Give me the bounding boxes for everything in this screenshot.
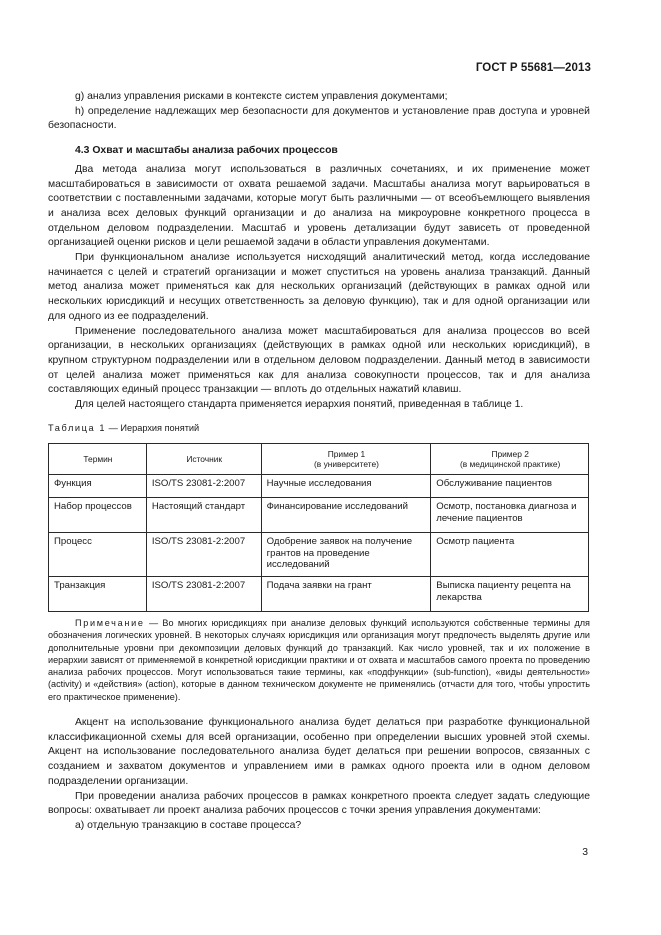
header-example-2: Пример 2 (в медицинской практике) [431,444,589,475]
paragraph-sequential-analysis: Применение последовательного анализа может масштабироваться для анализа процессов во всей организации, в нескольких организациях (действующих в рамках одной или нескольких юрисдикций), в крупном структурном подразделении или в отдельном деловом подразделении. Данный метод в зависимости от целей анализа может применяться как для анализа совокупности процессов, так и для анализа составляющих единый процесс транзакции — вплоть до отдельных нажатий клавиш. [48,325,590,396]
table-row [49,498,589,533]
hierarchy-table [48,443,589,612]
note-text: — Во многих юрисдикциях при анализе деловых функций используются собственные термины для обозначения логических уровней. В некоторых случаях юрисдикция или организация могут предпочесть выделять другие или дополнительные уровни при декомпозиции деловых функций до транзакций. Как число уровней, так и их положение в иерархии зависят от применяемой в конкретной юрисдикции практики и от охвата и масштабов самого проекта по проведению анализа рабочих процессов. Могут использоваться такие термины, как «подфункции» (sub-function), «виды деятельности» (activity) и «действия» (action), которые в данном техническом документе не применялись (отчасти для того, чтобы упростить его практическое применение). [48,618,590,702]
header-example-1: Пример 1 (в университете) [261,444,431,475]
upper-text-block [48,90,590,413]
cell-example-2: Осмотр пациента [431,533,589,577]
table-row [49,533,589,577]
paragraph-project-questions: При проведении анализа рабочих процессов в рамках конкретного проекта следует задать следующие вопросы: охватывает ли проект анализа рабочих процессов с точки зрения управления документами: [48,790,590,817]
header-source: Источник [146,444,261,475]
table-caption-title: — Иерархия понятий [106,423,200,433]
lower-text-block [48,716,590,834]
cell-example-2: Осмотр, постановка диагноза и лечение пациентов [431,498,589,533]
table-header-row [49,444,589,475]
section-title: 4.3 Охват и масштабы анализа рабочих процессов [75,145,338,157]
standard-header: ГОСТ Р 55681—2013 [475,62,591,74]
table-row [49,577,589,612]
cell-term: Набор процессов [49,498,147,533]
cell-term: Транзакция [49,577,147,612]
table-caption [48,423,199,433]
list-item-g: g) анализ управления рисками в контексте систем управления документами; [75,91,448,102]
list-item-a: a) отдельную транзакцию в составе процесса? [75,819,302,831]
page-number: 3 [582,847,588,858]
cell-source: ISO/TS 23081-2:2007 [146,475,261,498]
cell-term: Функция [49,475,147,498]
table-note [48,617,590,703]
note-label: Примечание [75,618,145,628]
list-item-h: h) определение надлежащих мер безопасности для документов и установление прав доступа и уровней безопасности. [48,105,590,132]
table-row [49,475,589,498]
cell-example-1: Финансирование исследований [261,498,431,533]
cell-example-1: Научные исследования [261,475,431,498]
cell-term: Процесс [49,533,147,577]
cell-example-1: Подача заявки на грант [261,577,431,612]
table-caption-prefix: Таблица 1 [48,423,107,433]
cell-source: ISO/TS 23081-2:2007 [146,533,261,577]
cell-example-1: Одобрение заявок на получение грантов на проведение исследований [261,533,431,577]
paragraph-scope: Два метода анализа могут использоваться в различных сочетаниях, и их применение может масштабироваться в зависимости от охвата решаемой задачи. Масштабы анализа могут варьироваться в соответствии с поставленными задачами, которые могут быть различными — от всеобъемлющего выявления и анализа всех деловых функций организации и до анализа на микроуровне конкретного процесса в отдельном деловом подразделении. Масштаб и уровень детализации будут зависеть от проведенной организацией оценки рисков и цели решаемой задачи в области управления документами. [48,163,590,249]
cell-source: Настоящий стандарт [146,498,261,533]
paragraph-hierarchy-ref: Для целей настоящего стандарта применяется иерархия понятий, приведенная в таблице 1. [75,399,524,411]
cell-source: ISO/TS 23081-2:2007 [146,577,261,612]
paragraph-functional-analysis: При функциональном анализе используется нисходящий аналитический метод, когда исследование начинается с целей и стратегий организации и может спуститься на уровень анализа транзакций. Данный метод анализа может применяться как для нескольких организаций (действующих в рамках одной или нескольких юрисдикций и несущих ответственность за деловую функцию), так и для одной организации или для одного из ее подразделений. [48,252,590,322]
cell-example-2: Обслуживание пациентов [431,475,589,498]
cell-example-2: Выписка пациенту рецепта на лекарства [431,577,589,612]
paragraph-functional-emphasis: Акцент на использование функционального анализа будет делаться при разработке функциональной классификационной схемы для всей организации, особенно при определении высших уровней этой схемы. Акцент на использование последовательного анализа будет делаться при решении вопросов, связанных с созданием и захватом документов и управлением ими в рамках одного проекта или в одном деловом подразделении организации. [48,717,590,787]
header-term: Термин [49,444,147,475]
